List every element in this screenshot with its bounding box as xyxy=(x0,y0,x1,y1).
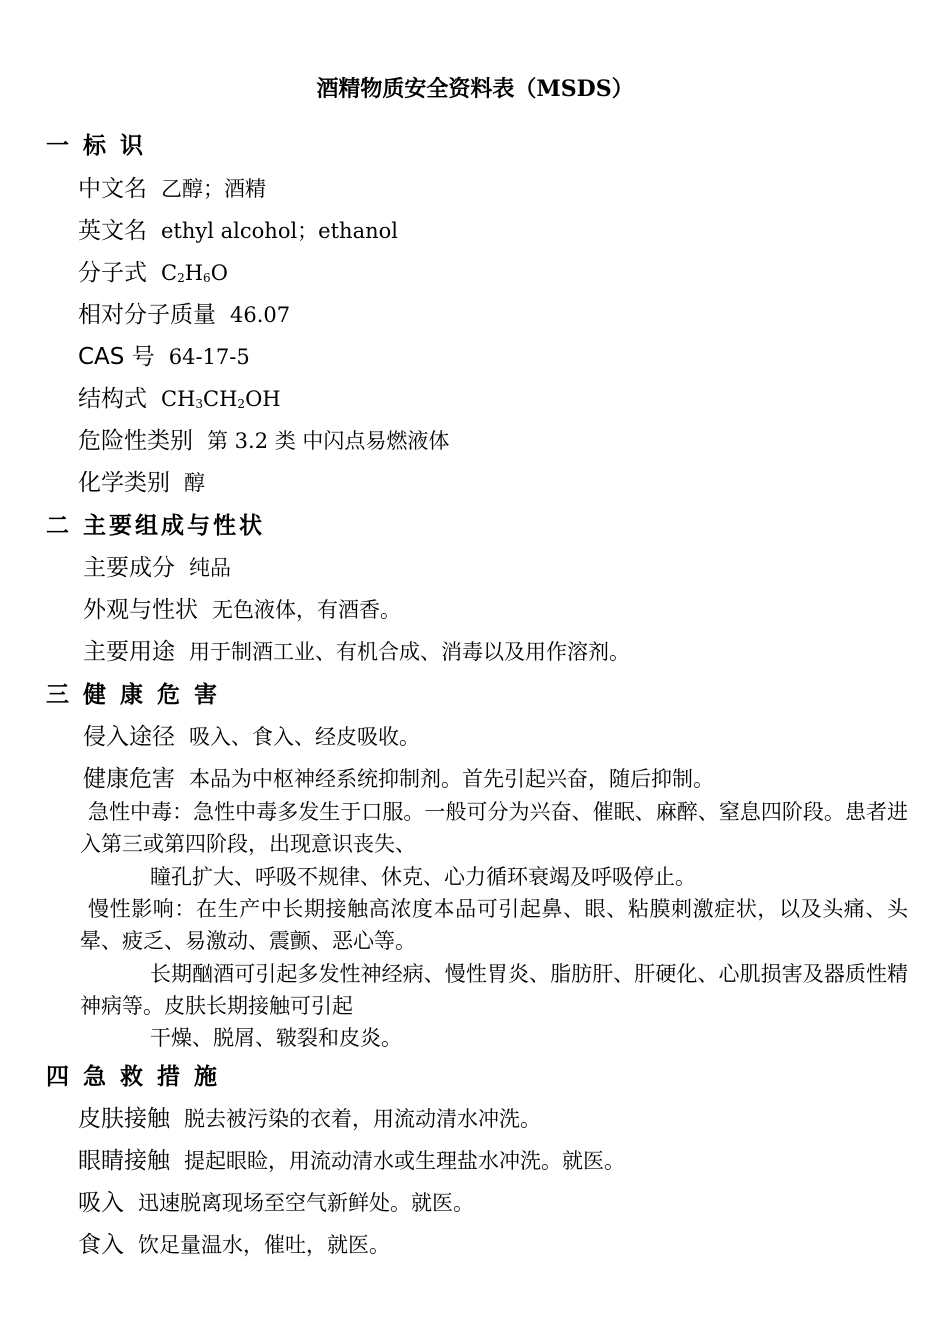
field-appearance xyxy=(83,591,401,624)
field-main-composition xyxy=(83,549,231,582)
field-health-hazard xyxy=(83,760,714,793)
field-value: 用于制酒工业、有机合成、消毒以及用作溶剂。 xyxy=(189,640,630,664)
field-english-name xyxy=(78,212,398,245)
field-eye-contact xyxy=(78,1142,625,1175)
chronic-alcoholism-paragraph: 长期酗酒可引起多发性神经病、慢性胃炎、脂肪肝、肝硬化、心肌损害及器质性精神病等。皮肤长期接触可引起 xyxy=(80,962,908,1018)
field-value: 乙醇；酒精 xyxy=(161,177,266,201)
field-label: 相对分子质量 xyxy=(78,302,216,328)
field-value: ethyl alcohol；ethanol xyxy=(161,219,398,243)
field-value: 脱去被污染的衣着，用流动清水冲洗。 xyxy=(184,1107,541,1131)
field-label: 皮肤接触 xyxy=(78,1106,170,1132)
field-label: 侵入途径 xyxy=(83,724,175,750)
field-ingestion xyxy=(78,1226,390,1259)
field-label: 食入 xyxy=(78,1232,124,1258)
field-value: 本品为中枢神经系统抑制剂。首先引起兴奋，随后抑制。 xyxy=(189,767,714,791)
field-inhalation xyxy=(78,1184,474,1217)
field-label: 危险性类别 xyxy=(78,428,193,454)
field-structural-formula xyxy=(78,380,281,413)
field-value: 吸入、食入、经皮吸收。 xyxy=(189,725,420,749)
section-heading-identification: 一 标 识 xyxy=(46,133,147,159)
field-label: CAS 号 xyxy=(78,344,155,370)
field-value: 第 3.2 类 中闪点易燃液体 xyxy=(207,429,450,453)
field-value: 46.07 xyxy=(230,303,291,327)
acute-poisoning-paragraph: 急性中毒：急性中毒多发生于口服。一般可分为兴奋、催眠、麻醉、窒息四阶段。患者进入第三或第四阶段，出现意识丧失、 xyxy=(80,800,908,856)
chronic-alcoholism-continuation: 干燥、脱屑、皲裂和皮炎。 xyxy=(150,1026,402,1050)
field-label: 主要成分 xyxy=(83,555,175,581)
field-value: 迅速脱离现场至空气新鲜处。就医。 xyxy=(138,1191,474,1215)
field-value: 无色液体，有酒香。 xyxy=(212,598,401,622)
field-chinese-name xyxy=(78,170,266,203)
section-heading-health-hazards: 三 健 康 危 害 xyxy=(46,682,221,708)
field-value: 纯品 xyxy=(189,556,231,580)
field-entry-route xyxy=(83,718,420,751)
field-label: 吸入 xyxy=(78,1190,124,1216)
field-value: 提起眼睑，用流动清水或生理盐水冲洗。就医。 xyxy=(184,1149,625,1173)
field-cas-number xyxy=(78,338,250,371)
field-label: 英文名 xyxy=(78,218,147,244)
section-heading-first-aid: 四 急 救 措 施 xyxy=(46,1064,221,1090)
field-value: 醇 xyxy=(184,471,205,495)
field-hazard-class xyxy=(78,422,449,455)
field-label: 主要用途 xyxy=(83,639,175,665)
acute-poisoning-continuation: 瞳孔扩大、呼吸不规律、休克、心力循环衰竭及呼吸停止。 xyxy=(150,865,696,889)
document-title: 酒精物质安全资料表（MSDS） xyxy=(316,76,634,102)
field-molecular-formula xyxy=(78,254,228,287)
field-label: 化学类别 xyxy=(78,470,170,496)
field-value: 64-17-5 xyxy=(168,345,250,369)
field-chemical-class xyxy=(78,464,205,497)
field-label: 外观与性状 xyxy=(83,597,198,623)
field-label: 中文名 xyxy=(78,176,147,202)
field-main-usage xyxy=(83,633,630,666)
field-label: 分子式 xyxy=(78,260,147,286)
field-skin-contact xyxy=(78,1100,541,1133)
chronic-effects-paragraph: 慢性影响：在生产中长期接触高浓度本品可引起鼻、眼、粘膜刺激症状，以及头痛、头晕、疲乏、易激动、震颤、恶心等。 xyxy=(80,897,908,953)
field-molecular-mass xyxy=(78,296,290,329)
field-value: 饮足量温水，催吐，就医。 xyxy=(138,1233,390,1257)
section-heading-composition: 二 主要组成与性状 xyxy=(46,513,266,539)
field-label: 眼睛接触 xyxy=(78,1148,170,1174)
structure-value: $CH_3CH_2OH$ xyxy=(161,387,281,411)
formula-value: $C_2H_6O$ xyxy=(161,261,228,285)
field-label: 健康危害 xyxy=(83,766,175,792)
field-label: 结构式 xyxy=(78,386,147,412)
